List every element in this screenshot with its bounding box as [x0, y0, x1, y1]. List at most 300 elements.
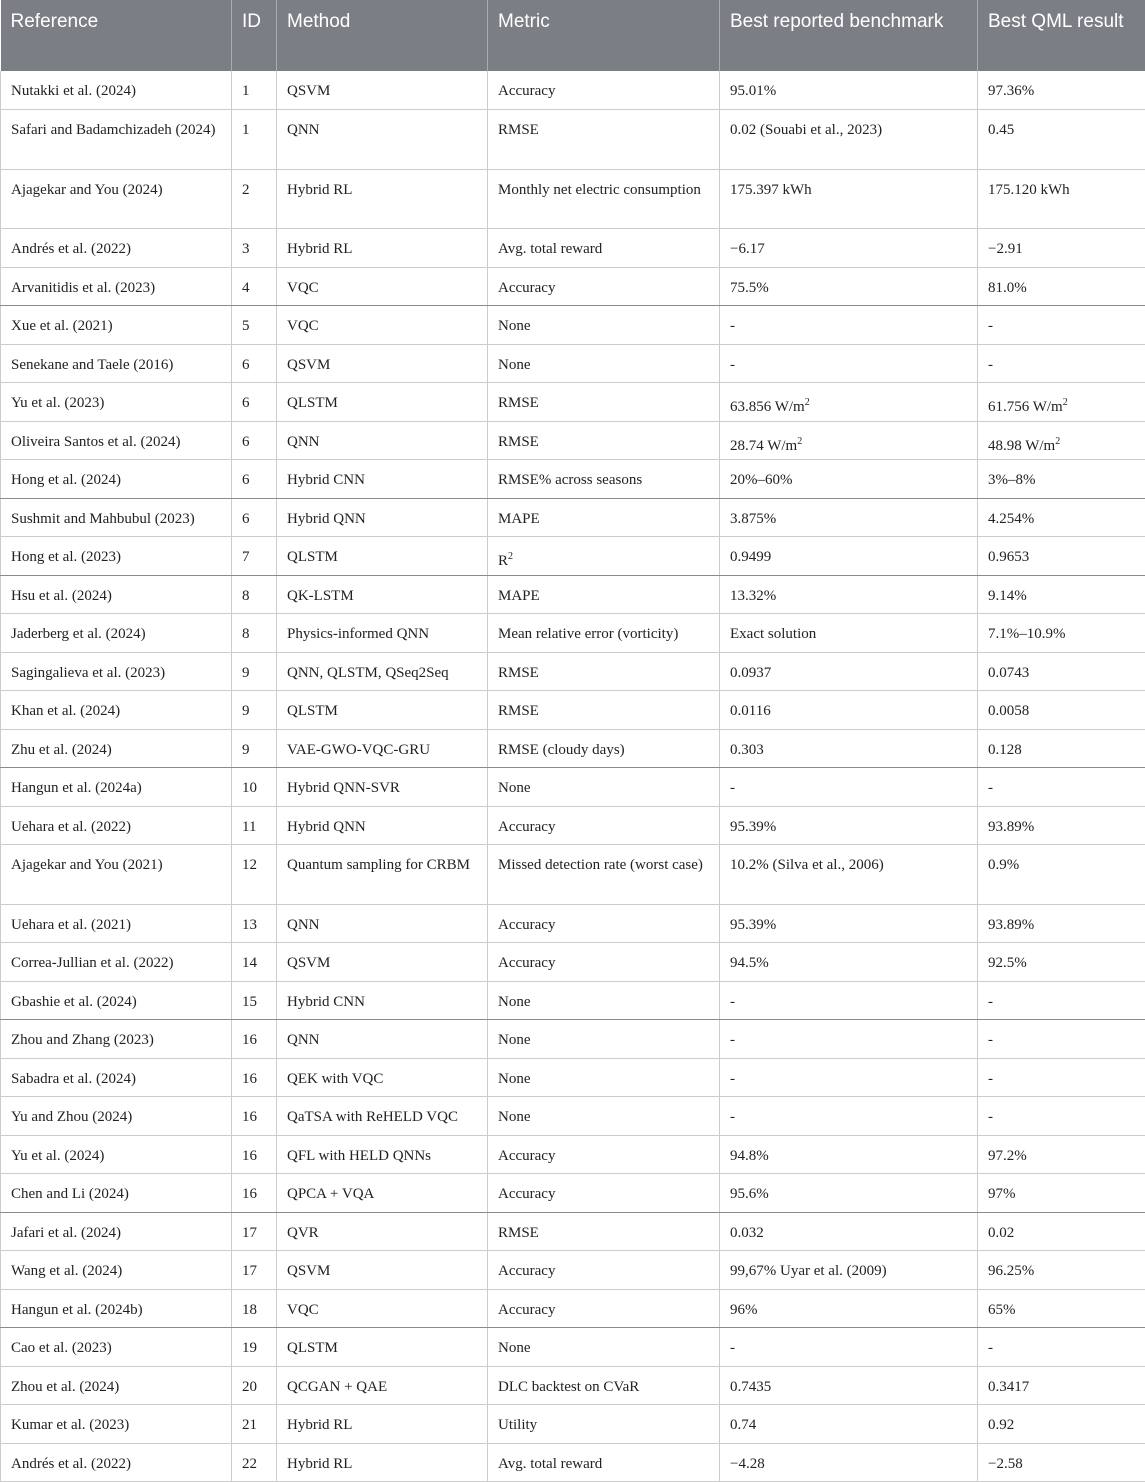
cell-method-text: VAE-GWO-VQC-GRU: [287, 741, 431, 758]
cell-benchmark: [720, 71, 978, 110]
cell-id: [232, 575, 277, 614]
cell-id: [232, 1289, 277, 1328]
cell-benchmark-text: 95.01%: [730, 83, 777, 99]
cell-id: [232, 421, 277, 460]
cell-qml-result: [978, 768, 1145, 807]
cell-method-text: QaTSA with ReHELD VQC: [287, 1109, 458, 1125]
cell-qml-result-text: 0.128: [988, 741, 1022, 758]
header-metric: Metric: [488, 0, 720, 71]
cell-method: [277, 614, 488, 653]
cell-benchmark-text: 175.397 kWh: [730, 181, 812, 198]
table-row: [1, 169, 1145, 229]
table-row: [1, 1097, 1145, 1136]
cell-metric: [488, 806, 720, 845]
cell-id-text: 7: [242, 549, 250, 565]
cell-qml-result-text: −2.58: [988, 1455, 1023, 1472]
cell-benchmark-text: −6.17: [730, 241, 765, 257]
cell-id-text: 8: [242, 587, 250, 604]
cell-method: [277, 729, 488, 768]
cell-qml-result: [978, 1174, 1145, 1213]
cell-benchmark: [720, 498, 978, 537]
cell-id-text: 11: [242, 818, 257, 835]
cell-reference: [1, 267, 232, 306]
cell-benchmark: [720, 943, 978, 982]
cell-method-text: VQC: [287, 279, 319, 296]
cell-id-text: 9: [242, 703, 250, 719]
cell-qml-result-text: 7.1%–10.9%: [988, 626, 1066, 642]
cell-id-text: 9: [242, 664, 250, 681]
cell-benchmark-text: -: [730, 993, 735, 1010]
cell-reference-text: Uehara et al. (2022): [11, 818, 131, 835]
cell-benchmark: [720, 267, 978, 306]
cell-metric-text: Accuracy: [498, 1186, 556, 1202]
cell-reference: [1, 460, 232, 499]
cell-reference: [1, 904, 232, 943]
table-row: [1, 267, 1145, 306]
cell-reference-text: Kumar et al. (2023): [11, 1417, 130, 1433]
cell-method: [277, 845, 488, 905]
cell-reference-text: Safari and Badamchizadeh (2024): [11, 122, 216, 138]
cell-method-text: QSVM: [287, 356, 331, 373]
cell-id: [232, 1443, 277, 1482]
cell-metric: [488, 1289, 720, 1328]
table-row: [1, 498, 1145, 537]
cell-qml-result: [978, 575, 1145, 614]
cell-qml-result-text: -: [988, 993, 993, 1010]
cell-method-text: QPCA + VQA: [287, 1186, 375, 1202]
cell-metric-text: RMSE: [498, 703, 539, 719]
cell-id: [232, 460, 277, 499]
cell-reference-text: Andrés et al. (2022): [11, 1455, 131, 1472]
cell-id-text: 21: [242, 1417, 257, 1433]
table-row: [1, 1366, 1145, 1405]
table-row: [1, 71, 1145, 110]
cell-qml-result: [978, 306, 1145, 345]
cell-method: [277, 1212, 488, 1251]
cell-metric-text: RMSE (cloudy days): [498, 741, 625, 758]
cell-qml-result-text: 4.254%: [988, 510, 1035, 527]
cell-metric: [488, 1020, 720, 1059]
cell-id: [232, 614, 277, 653]
cell-metric-text: MAPE: [498, 510, 540, 527]
cell-id: [232, 729, 277, 768]
cell-id: [232, 1251, 277, 1290]
cell-reference-text: Hangun et al. (2024b): [11, 1301, 143, 1318]
cell-qml-result-text: -: [988, 356, 993, 373]
cell-method: [277, 344, 488, 383]
cell-method: [277, 267, 488, 306]
cell-qml-result-text: 0.3417: [988, 1378, 1030, 1395]
cell-benchmark: [720, 1174, 978, 1213]
cell-metric: [488, 421, 720, 460]
cell-id-text: 5: [242, 318, 250, 334]
cell-qml-result: [978, 652, 1145, 691]
cell-benchmark: [720, 537, 978, 576]
table-row: [1, 1289, 1145, 1328]
cell-metric-text: None: [498, 1070, 531, 1087]
cell-reference: [1, 1174, 232, 1213]
cell-method: [277, 904, 488, 943]
cell-reference: [1, 1405, 232, 1444]
cell-metric-text: Accuracy: [498, 1301, 556, 1318]
cell-qml-result: [978, 383, 1145, 422]
cell-id: [232, 1366, 277, 1405]
cell-benchmark: [720, 344, 978, 383]
cell-metric-text: Avg. total reward: [498, 1455, 603, 1472]
cell-id: [232, 1097, 277, 1136]
cell-qml-result: [978, 498, 1145, 537]
cell-reference: [1, 1212, 232, 1251]
cell-benchmark: [720, 652, 978, 691]
cell-qml-result: [978, 729, 1145, 768]
cell-reference: [1, 981, 232, 1020]
cell-metric-text: Accuracy: [498, 1147, 556, 1164]
cell-id-text: 6: [242, 510, 250, 527]
cell-benchmark-text: 0.02 (Souabi et al., 2023): [730, 122, 883, 138]
cell-metric-text: R: [498, 553, 509, 569]
cell-benchmark: [720, 904, 978, 943]
cell-metric-text: None: [498, 1340, 531, 1356]
cell-metric: [488, 691, 720, 730]
cell-reference-text: Ajagekar and You (2021): [11, 857, 163, 873]
cell-metric: [488, 1174, 720, 1213]
cell-method: [277, 1251, 488, 1290]
cell-qml-result: [978, 1443, 1145, 1482]
cell-qml-result: [978, 344, 1145, 383]
cell-qml-result: [978, 1212, 1145, 1251]
cell-reference: [1, 110, 232, 170]
cell-reference-text: Hong et al. (2024): [11, 472, 121, 488]
cell-method: [277, 1097, 488, 1136]
cell-benchmark: [720, 169, 978, 229]
cell-qml-result: [978, 537, 1145, 576]
cell-metric: [488, 1405, 720, 1444]
cell-reference: [1, 229, 232, 268]
cell-method: [277, 1443, 488, 1482]
cell-qml-result: [978, 169, 1145, 229]
cell-id-text: 17: [242, 1263, 257, 1279]
cell-benchmark-text: 94.5%: [730, 955, 769, 971]
cell-qml-result-text: 48.98 W/m: [988, 437, 1056, 454]
cell-qml-result-superscript: 2: [1055, 435, 1061, 447]
cell-benchmark-superscript: 2: [804, 397, 810, 408]
cell-qml-result-text: 96.25%: [988, 1263, 1035, 1279]
cell-benchmark-text: 3.875%: [730, 510, 777, 527]
table-row: [1, 110, 1145, 170]
cell-reference-text: Sabadra et al. (2024): [11, 1070, 136, 1087]
cell-benchmark: [720, 1020, 978, 1059]
cell-method-text: QK-LSTM: [287, 587, 354, 604]
cell-metric: [488, 306, 720, 345]
cell-metric: [488, 1212, 720, 1251]
cell-benchmark: [720, 1366, 978, 1405]
cell-method-text: QLSTM: [287, 395, 338, 411]
cell-method-text: QSVM: [287, 83, 331, 99]
cell-benchmark-text: 0.7435: [730, 1378, 772, 1395]
cell-id: [232, 806, 277, 845]
cell-benchmark-superscript: 2: [797, 435, 803, 447]
cell-benchmark: [720, 421, 978, 460]
cell-metric: [488, 768, 720, 807]
cell-benchmark-text: 0.74: [730, 1417, 757, 1433]
cell-metric-superscript: 2: [508, 551, 514, 562]
cell-id-text: 6: [242, 433, 250, 450]
cell-method: [277, 306, 488, 345]
cell-benchmark: [720, 1289, 978, 1328]
cell-metric-text: None: [498, 780, 531, 796]
cell-method: [277, 383, 488, 422]
cell-qml-result: [978, 229, 1145, 268]
cell-method-text: Physics-informed QNN: [287, 626, 430, 642]
cell-method: [277, 229, 488, 268]
table-row: [1, 575, 1145, 614]
cell-reference: [1, 729, 232, 768]
cell-benchmark: [720, 460, 978, 499]
cell-benchmark-text: −4.28: [730, 1455, 765, 1472]
cell-benchmark-text: -: [730, 1109, 735, 1125]
cell-benchmark-text: -: [730, 1340, 735, 1356]
cell-metric: [488, 1366, 720, 1405]
cell-id: [232, 691, 277, 730]
cell-id: [232, 169, 277, 229]
cell-metric-text: RMSE: [498, 395, 539, 411]
cell-method-text: QNN: [287, 1032, 320, 1048]
cell-method-text: QLSTM: [287, 703, 338, 719]
cell-method-text: QFL with HELD QNNs: [287, 1147, 432, 1164]
cell-method-text: Hybrid QNN: [287, 818, 366, 835]
table-row: [1, 537, 1145, 576]
cell-id-text: 15: [242, 993, 257, 1010]
cell-qml-result: [978, 943, 1145, 982]
cell-qml-result: [978, 460, 1145, 499]
cell-method-text: VQC: [287, 318, 319, 334]
cell-id-text: 3: [242, 241, 250, 257]
table-row: [1, 344, 1145, 383]
cell-metric: [488, 614, 720, 653]
cell-metric: [488, 1135, 720, 1174]
cell-qml-result: [978, 845, 1145, 905]
cell-benchmark: [720, 1405, 978, 1444]
cell-benchmark-text: 0.303: [730, 741, 764, 758]
cell-id-text: 13: [242, 916, 257, 933]
cell-id-text: 6: [242, 472, 250, 488]
table-row: [1, 943, 1145, 982]
cell-id-text: 16: [242, 1147, 257, 1164]
cell-benchmark: [720, 1251, 978, 1290]
cell-reference: [1, 1020, 232, 1059]
table-row: [1, 229, 1145, 268]
table-row: [1, 306, 1145, 345]
cell-id: [232, 383, 277, 422]
cell-qml-result-text: 93.89%: [988, 818, 1035, 835]
cell-method: [277, 169, 488, 229]
cell-method: [277, 981, 488, 1020]
table-row: [1, 729, 1145, 768]
cell-reference-text: Zhu et al. (2024): [11, 741, 112, 758]
cell-qml-result: [978, 1058, 1145, 1097]
cell-method: [277, 1135, 488, 1174]
cell-benchmark: [720, 768, 978, 807]
table-row: [1, 1212, 1145, 1251]
table-row: [1, 652, 1145, 691]
cell-qml-result: [978, 1328, 1145, 1367]
table-row: [1, 1443, 1145, 1482]
cell-reference: [1, 943, 232, 982]
cell-id: [232, 1328, 277, 1367]
cell-qml-result-text: 0.92: [988, 1417, 1015, 1433]
table-body: [1, 71, 1145, 1482]
table-row: [1, 1405, 1145, 1444]
cell-benchmark-text: 63.856 W/m: [730, 399, 805, 415]
cell-id: [232, 1405, 277, 1444]
cell-id: [232, 229, 277, 268]
cell-qml-result-text: 65%: [988, 1301, 1016, 1318]
cell-metric-text: Mean relative error (vorticity): [498, 626, 679, 642]
cell-id: [232, 981, 277, 1020]
cell-reference: [1, 1328, 232, 1367]
cell-metric-text: None: [498, 1032, 531, 1048]
header-reference: Reference: [10, 11, 99, 32]
cell-qml-result-text: -: [988, 1032, 993, 1048]
cell-benchmark-text: -: [730, 1032, 735, 1048]
cell-benchmark-text: Exact solution: [730, 626, 817, 642]
cell-method-text: QSVM: [287, 1263, 331, 1279]
cell-qml-result-text: 93.89%: [988, 916, 1035, 933]
cell-method-text: QNN: [287, 916, 320, 933]
cell-reference: [1, 1366, 232, 1405]
cell-qml-result: [978, 904, 1145, 943]
cell-qml-result: [978, 691, 1145, 730]
cell-method-text: Hybrid CNN: [287, 472, 365, 488]
cell-benchmark-text: 0.9499: [730, 549, 772, 565]
cell-qml-result: [978, 1251, 1145, 1290]
cell-reference: [1, 614, 232, 653]
cell-id: [232, 110, 277, 170]
cell-qml-result: [978, 267, 1145, 306]
cell-metric: [488, 1443, 720, 1482]
cell-qml-result-text: -: [988, 318, 993, 334]
cell-reference-text: Uehara et al. (2021): [11, 916, 131, 933]
cell-benchmark: [720, 306, 978, 345]
cell-method-text: Hybrid RL: [287, 181, 353, 198]
header-benchmark: Best reported benchmark: [720, 0, 978, 71]
cell-benchmark: [720, 1443, 978, 1482]
cell-benchmark: [720, 1097, 978, 1136]
cell-metric: [488, 1058, 720, 1097]
cell-method: [277, 1020, 488, 1059]
cell-reference: [1, 421, 232, 460]
cell-reference: [1, 71, 232, 110]
table-row: [1, 1135, 1145, 1174]
header-method: Method: [277, 0, 488, 71]
cell-qml-result: [978, 1097, 1145, 1136]
cell-metric-text: Avg. total reward: [498, 241, 603, 257]
table-row: [1, 1328, 1145, 1367]
cell-qml-result-text: 0.45: [988, 122, 1015, 138]
cell-benchmark-text: 0.0116: [730, 703, 771, 719]
cell-reference-text: Hsu et al. (2024): [11, 587, 112, 604]
cell-metric-text: RMSE: [498, 664, 539, 681]
cell-id: [232, 904, 277, 943]
cell-reference-text: Jaderberg et al. (2024): [11, 626, 146, 642]
cell-id-text: 16: [242, 1186, 257, 1202]
cell-reference-text: Chen and Li (2024): [11, 1186, 129, 1202]
table-row: [1, 1251, 1145, 1290]
cell-reference-text: Correa-Jullian et al. (2022): [11, 955, 174, 971]
cell-method-text: Quantum sampling for CRBM: [287, 857, 470, 873]
cell-qml-result-text: -: [988, 780, 993, 796]
cell-reference: [1, 1443, 232, 1482]
cell-qml-result-text: 97.2%: [988, 1147, 1027, 1164]
cell-reference-text: Sushmit and Mahbubul (2023): [11, 510, 195, 527]
cell-qml-result: [978, 1135, 1145, 1174]
cell-metric-text: RMSE: [498, 122, 539, 138]
cell-benchmark-text: 95.39%: [730, 916, 777, 933]
cell-benchmark: [720, 729, 978, 768]
cell-reference: [1, 344, 232, 383]
cell-qml-result-text: -: [988, 1070, 993, 1087]
cell-metric: [488, 575, 720, 614]
cell-reference: [1, 806, 232, 845]
cell-qml-result: [978, 1289, 1145, 1328]
cell-method: [277, 943, 488, 982]
cell-method: [277, 575, 488, 614]
cell-method-text: Hybrid RL: [287, 1417, 353, 1433]
cell-metric-text: Accuracy: [498, 83, 556, 99]
cell-benchmark: [720, 1135, 978, 1174]
header-qml-result: Best QML result: [978, 0, 1145, 71]
cell-id: [232, 1135, 277, 1174]
table-row: [1, 806, 1145, 845]
cell-metric-text: Accuracy: [498, 955, 556, 971]
cell-id: [232, 306, 277, 345]
cell-method: [277, 71, 488, 110]
cell-qml-result: [978, 1366, 1145, 1405]
cell-id-text: 20: [242, 1378, 257, 1395]
table-row: [1, 904, 1145, 943]
cell-id-text: 2: [242, 181, 250, 198]
cell-method-text: QLSTM: [287, 1340, 338, 1356]
cell-metric: [488, 652, 720, 691]
cell-qml-result-text: -: [988, 1109, 993, 1125]
cell-id-text: 16: [242, 1032, 257, 1048]
cell-method-text: Hybrid RL: [287, 241, 353, 257]
table-row: [1, 1020, 1145, 1059]
cell-metric: [488, 383, 720, 422]
cell-qml-result-text: 9.14%: [988, 587, 1027, 604]
cell-metric: [488, 1097, 720, 1136]
cell-benchmark: [720, 981, 978, 1020]
cell-method: [277, 498, 488, 537]
cell-method-text: Hybrid QNN-SVR: [287, 780, 400, 796]
cell-id-text: 16: [242, 1109, 257, 1125]
cell-benchmark-text: 96%: [730, 1301, 758, 1318]
cell-qml-result-text: 81.0%: [988, 279, 1027, 296]
cell-metric-text: Accuracy: [498, 818, 556, 835]
cell-id-text: 4: [242, 279, 250, 296]
cell-id-text: 6: [242, 395, 250, 411]
cell-metric: [488, 498, 720, 537]
cell-metric-text: Missed detection rate (worst case): [498, 857, 703, 873]
cell-qml-result: [978, 110, 1145, 170]
cell-benchmark-text: -: [730, 356, 735, 373]
cell-qml-result: [978, 981, 1145, 1020]
table-row: [1, 614, 1145, 653]
cell-reference: [1, 691, 232, 730]
cell-method: [277, 1405, 488, 1444]
cell-qml-result-text: 0.0743: [988, 664, 1030, 681]
cell-benchmark-text: -: [730, 1070, 735, 1087]
